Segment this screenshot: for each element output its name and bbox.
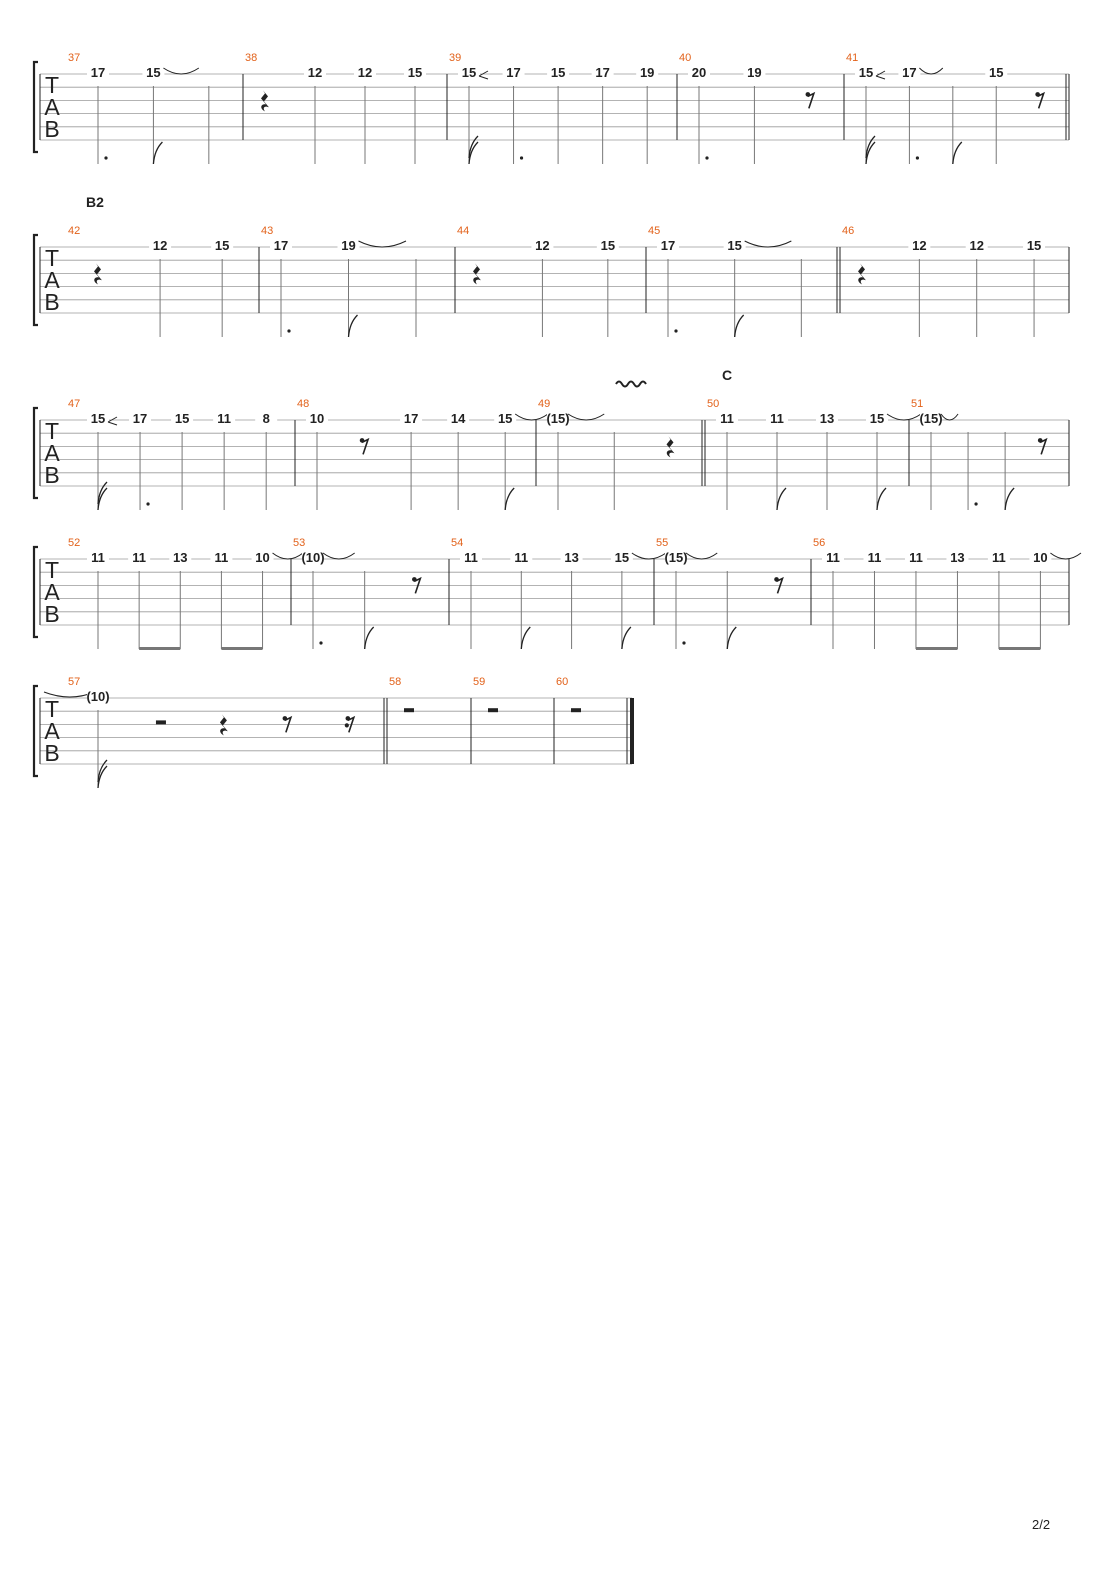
page-number: 2/2 bbox=[1032, 1517, 1051, 1532]
note-event bbox=[86, 689, 109, 788]
rest bbox=[404, 708, 414, 712]
note-event bbox=[460, 550, 482, 649]
note-beam bbox=[999, 647, 1040, 650]
fret-number: 12 bbox=[152, 238, 168, 253]
fret-number: 19 bbox=[639, 65, 655, 80]
note-event bbox=[724, 238, 792, 337]
augmentation-dot bbox=[916, 156, 919, 159]
measure-44 bbox=[457, 225, 646, 337]
fret-number: 17 bbox=[403, 411, 419, 426]
section-marker: B2 bbox=[86, 194, 104, 210]
note-event bbox=[985, 65, 1007, 164]
slide-icon bbox=[876, 71, 885, 79]
quarter-rest-icon bbox=[220, 714, 228, 735]
system-bracket bbox=[34, 408, 38, 498]
long-rest-icon bbox=[156, 720, 166, 724]
measure-48 bbox=[297, 398, 551, 510]
tab-clef-letter: T bbox=[44, 72, 60, 98]
note-event bbox=[822, 550, 844, 649]
note-flag bbox=[877, 488, 886, 510]
note-flag bbox=[735, 315, 744, 337]
tab-clef-letter: T bbox=[44, 418, 60, 444]
note-event bbox=[87, 411, 117, 510]
note-flag bbox=[153, 142, 162, 164]
note-event bbox=[866, 411, 921, 510]
measure-41 bbox=[846, 52, 1069, 164]
fret-number: 11 bbox=[91, 550, 105, 565]
measure-53 bbox=[293, 537, 449, 649]
tie-arc bbox=[515, 414, 548, 420]
rest bbox=[488, 708, 498, 712]
augmentation-dot bbox=[146, 502, 149, 505]
note-event bbox=[547, 65, 569, 164]
fret-number: 15 bbox=[461, 65, 477, 80]
note-flag bbox=[953, 142, 962, 164]
note-flag bbox=[365, 627, 374, 649]
tie-arc bbox=[941, 414, 958, 420]
fret-number: 20 bbox=[691, 65, 707, 80]
rest bbox=[220, 714, 228, 735]
augmentation-dot bbox=[319, 641, 322, 644]
quarter-rest-icon bbox=[94, 263, 102, 284]
measure-40 bbox=[679, 52, 844, 164]
slide-icon bbox=[108, 417, 117, 425]
fret-number: 17 bbox=[660, 238, 676, 253]
note-event bbox=[503, 65, 525, 164]
rest bbox=[94, 263, 102, 284]
note-event bbox=[400, 411, 422, 510]
note-event bbox=[743, 65, 765, 164]
measure-55 bbox=[656, 537, 811, 649]
measure-number: 58 bbox=[389, 676, 402, 688]
tab-clef-letter: T bbox=[44, 557, 60, 583]
augmentation-dot bbox=[287, 329, 290, 332]
measure-number: 59 bbox=[473, 676, 486, 688]
note-event bbox=[171, 411, 193, 510]
fret-number: 12 bbox=[307, 65, 323, 80]
rest bbox=[473, 263, 481, 284]
note-event bbox=[365, 571, 374, 649]
fret-number: 11 bbox=[720, 411, 734, 426]
rest bbox=[571, 708, 581, 712]
note-event bbox=[129, 411, 151, 510]
measure-number: 42 bbox=[68, 225, 81, 237]
note-event bbox=[919, 411, 958, 510]
system-bracket bbox=[34, 547, 38, 637]
note-event bbox=[636, 65, 658, 164]
system-bracket bbox=[34, 686, 38, 776]
fret-number: 17 bbox=[902, 65, 917, 80]
measure-38 bbox=[245, 52, 447, 164]
measure-number: 38 bbox=[245, 52, 258, 64]
tab-clef-letter: B bbox=[44, 116, 60, 142]
note-flag bbox=[622, 627, 631, 649]
fret-number: 11 bbox=[867, 550, 882, 565]
note-event bbox=[597, 238, 619, 337]
tie-arc bbox=[919, 68, 942, 74]
rest bbox=[156, 720, 166, 724]
fret-number: 13 bbox=[819, 411, 835, 426]
note-event bbox=[210, 550, 232, 649]
fret-number: 15 bbox=[214, 238, 230, 253]
note-beam bbox=[221, 647, 262, 650]
tab-system-4 bbox=[34, 537, 1081, 650]
fret-number: 12 bbox=[535, 238, 550, 253]
measure-number: 41 bbox=[846, 52, 859, 64]
note-event bbox=[128, 550, 150, 649]
fret-number: 15 bbox=[146, 65, 161, 80]
measure-number: 37 bbox=[68, 52, 81, 64]
note-event bbox=[968, 432, 978, 510]
tab-clef-letter: B bbox=[44, 740, 60, 766]
final-barline bbox=[630, 698, 634, 764]
augmentation-dot bbox=[104, 156, 107, 159]
note-flag bbox=[349, 315, 358, 337]
fret-number: 15 bbox=[614, 550, 630, 565]
tab-clef-letter: A bbox=[44, 579, 60, 605]
tie-arc bbox=[686, 553, 717, 559]
note-event bbox=[561, 550, 583, 649]
measure-43 bbox=[261, 225, 455, 337]
measure-52 bbox=[68, 537, 306, 650]
fret-number: (15) bbox=[919, 411, 943, 426]
fret-number: 12 bbox=[357, 65, 373, 80]
tab-clef-letter: A bbox=[44, 718, 60, 744]
tab-clef-letter: A bbox=[44, 94, 60, 120]
quarter-rest-icon bbox=[858, 263, 866, 284]
note-flag bbox=[727, 627, 736, 649]
note-event bbox=[255, 411, 277, 510]
measure-number: 46 bbox=[842, 225, 855, 237]
measure-number: 47 bbox=[68, 398, 81, 410]
measure-57 bbox=[44, 676, 387, 788]
note-event bbox=[855, 65, 885, 164]
note-event bbox=[494, 411, 548, 510]
note-event bbox=[664, 550, 717, 649]
fret-number: (15) bbox=[664, 550, 688, 565]
fret-number: 11 bbox=[826, 550, 840, 565]
system-bracket bbox=[34, 62, 38, 152]
note-event bbox=[510, 550, 532, 649]
note-event bbox=[688, 65, 710, 164]
fret-number: 15 bbox=[407, 65, 423, 80]
vibrato-wave-icon bbox=[616, 382, 646, 387]
system-bracket bbox=[34, 235, 38, 325]
measure-number: 51 bbox=[911, 398, 924, 410]
note-event bbox=[142, 65, 198, 164]
eighth-rest-icon bbox=[362, 439, 368, 454]
note-event bbox=[966, 238, 988, 337]
measure-number: 57 bbox=[68, 676, 81, 688]
tab-system-1 bbox=[34, 52, 1069, 164]
eighth-rest-icon bbox=[808, 93, 814, 108]
note-event bbox=[898, 65, 942, 164]
measure-number: 55 bbox=[656, 537, 669, 549]
note-event bbox=[404, 65, 426, 164]
note-event bbox=[87, 65, 109, 164]
note-flag bbox=[521, 627, 530, 649]
tie-arc bbox=[163, 68, 198, 74]
measure-51 bbox=[911, 398, 1069, 510]
note-event bbox=[1005, 432, 1014, 510]
measure-49 bbox=[538, 382, 705, 511]
fret-number: 10 bbox=[255, 550, 270, 565]
note-event bbox=[458, 65, 488, 164]
tab-clef-letter: B bbox=[44, 289, 60, 315]
fret-number: 13 bbox=[950, 550, 965, 565]
measure-42 bbox=[68, 225, 259, 337]
note-event bbox=[953, 86, 962, 164]
measure-50 bbox=[707, 398, 924, 510]
quarter-rest-icon bbox=[261, 90, 269, 111]
measure-number: 53 bbox=[293, 537, 306, 549]
fret-number: (15) bbox=[546, 411, 570, 426]
tab-clef-letter: A bbox=[44, 440, 60, 466]
fret-number: 11 bbox=[909, 550, 923, 565]
quarter-rest-icon bbox=[667, 436, 675, 457]
fret-number: 15 bbox=[869, 411, 885, 426]
fret-number: 11 bbox=[217, 411, 232, 426]
note-event bbox=[354, 65, 376, 164]
note-event bbox=[816, 411, 838, 510]
measure-number: 43 bbox=[261, 225, 274, 237]
note-event bbox=[306, 411, 328, 510]
note-event bbox=[338, 238, 407, 337]
augmentation-dot bbox=[674, 329, 677, 332]
rest bbox=[667, 436, 675, 457]
fret-number: 13 bbox=[173, 550, 188, 565]
fret-number: 11 bbox=[214, 550, 229, 565]
long-rest-icon bbox=[571, 708, 581, 712]
measure-37 bbox=[68, 52, 243, 164]
note-event bbox=[270, 238, 292, 337]
fret-number: 17 bbox=[506, 65, 521, 80]
measure-56 bbox=[813, 537, 1081, 650]
fret-number: 15 bbox=[600, 238, 616, 253]
fret-number: 15 bbox=[174, 411, 190, 426]
fret-number: 11 bbox=[464, 550, 478, 565]
slide-icon bbox=[479, 71, 488, 79]
fret-number: 17 bbox=[90, 65, 106, 80]
measure-46 bbox=[842, 225, 1069, 337]
augmentation-dot bbox=[520, 156, 523, 159]
tab-clef-letter: T bbox=[44, 696, 60, 722]
fret-number: 10 bbox=[309, 411, 325, 426]
fret-number: 12 bbox=[912, 238, 927, 253]
measure-number: 48 bbox=[297, 398, 310, 410]
measure-number: 44 bbox=[457, 225, 470, 237]
fret-number: 8 bbox=[262, 411, 270, 426]
rest bbox=[858, 263, 866, 284]
measure-number: 39 bbox=[449, 52, 462, 64]
note-event bbox=[211, 238, 233, 337]
fret-number: 15 bbox=[550, 65, 566, 80]
fret-number: 17 bbox=[273, 238, 289, 253]
note-event bbox=[87, 550, 109, 649]
measure-54 bbox=[451, 537, 669, 649]
note-event bbox=[863, 550, 885, 649]
augmentation-dot bbox=[974, 502, 977, 505]
tie-arc bbox=[887, 414, 921, 420]
note-event bbox=[766, 411, 788, 510]
note-event bbox=[988, 550, 1010, 649]
eighth-rest-icon bbox=[414, 578, 420, 593]
eighth-rest-icon bbox=[285, 717, 291, 732]
augmentation-dot bbox=[705, 156, 708, 159]
note-event bbox=[611, 550, 666, 649]
fret-number: 15 bbox=[90, 411, 106, 426]
measure-number: 56 bbox=[813, 537, 826, 549]
fret-number: 13 bbox=[564, 550, 579, 565]
fret-number: (10) bbox=[301, 550, 325, 565]
fret-number: 17 bbox=[132, 411, 148, 426]
fret-number: (10) bbox=[86, 689, 110, 704]
note-flag bbox=[469, 142, 478, 164]
fret-number: 19 bbox=[747, 65, 762, 80]
measure-47 bbox=[68, 398, 295, 510]
note-flag bbox=[98, 488, 107, 510]
tab-system-3 bbox=[34, 367, 1069, 510]
fret-number: 15 bbox=[497, 411, 513, 426]
quarter-rest-icon bbox=[473, 263, 481, 284]
note-flag bbox=[866, 142, 875, 164]
note-event bbox=[531, 238, 553, 337]
fret-number: 15 bbox=[727, 238, 742, 253]
tab-clef-letter: A bbox=[44, 267, 60, 293]
note-event bbox=[546, 411, 604, 510]
note-beam bbox=[139, 647, 180, 650]
tie-arc bbox=[1050, 553, 1081, 559]
rest bbox=[261, 90, 269, 111]
tie-arc bbox=[323, 553, 355, 559]
tab-clef-letter: B bbox=[44, 601, 60, 627]
fret-number: 15 bbox=[858, 65, 874, 80]
fret-number: 19 bbox=[341, 238, 356, 253]
eighth-rest-icon bbox=[777, 578, 783, 593]
measure-number: 52 bbox=[68, 537, 81, 549]
note-event bbox=[149, 238, 171, 337]
section-marker: C bbox=[721, 367, 733, 383]
tab-clef-letter: B bbox=[44, 462, 60, 488]
fret-number: 17 bbox=[595, 65, 610, 80]
note-event bbox=[908, 238, 930, 337]
tab-system-5 bbox=[34, 676, 634, 788]
fret-number: 10 bbox=[1033, 550, 1048, 565]
fret-number: 11 bbox=[992, 550, 1006, 565]
note-flag bbox=[98, 766, 107, 788]
long-rest-icon bbox=[404, 708, 414, 712]
measure-39 bbox=[449, 52, 677, 164]
note-event bbox=[213, 411, 235, 510]
note-event bbox=[905, 550, 927, 649]
measure-number: 60 bbox=[556, 676, 569, 688]
note-event bbox=[301, 550, 354, 649]
fret-number: 15 bbox=[988, 65, 1004, 80]
fret-number: 14 bbox=[450, 411, 466, 426]
measure-number: 40 bbox=[679, 52, 692, 64]
eighth-rest-icon bbox=[1040, 439, 1046, 454]
measure-number: 50 bbox=[707, 398, 720, 410]
measure-number: 54 bbox=[451, 537, 464, 549]
note-flag bbox=[505, 488, 514, 510]
tab-system-2 bbox=[34, 194, 1069, 337]
measure-number: 45 bbox=[648, 225, 661, 237]
note-flag bbox=[777, 488, 786, 510]
fret-number: 11 bbox=[514, 550, 529, 565]
note-event bbox=[1023, 238, 1045, 337]
long-rest-icon bbox=[488, 708, 498, 712]
rest-dot bbox=[345, 723, 349, 727]
tie-arc bbox=[273, 553, 303, 559]
note-event bbox=[657, 238, 679, 337]
note-event bbox=[447, 411, 469, 510]
eighth-rest-icon bbox=[1038, 93, 1044, 108]
fret-number: 11 bbox=[770, 411, 784, 426]
tie-arc bbox=[568, 414, 604, 420]
note-event bbox=[304, 65, 326, 164]
note-flag bbox=[1005, 488, 1014, 510]
measure-45 bbox=[648, 225, 840, 337]
augmentation-dot bbox=[682, 641, 685, 644]
note-event bbox=[727, 571, 736, 649]
fret-number: 15 bbox=[1026, 238, 1042, 253]
note-event bbox=[592, 65, 614, 164]
note-beam bbox=[916, 647, 957, 650]
tie-arc bbox=[632, 553, 666, 559]
tie-arc bbox=[745, 241, 792, 247]
fret-number: 12 bbox=[969, 238, 984, 253]
measure-number: 49 bbox=[538, 398, 551, 410]
note-event bbox=[716, 411, 738, 510]
tab-clef-letter: T bbox=[44, 245, 60, 271]
tie-arc bbox=[359, 241, 407, 247]
fret-number: 11 bbox=[132, 550, 147, 565]
